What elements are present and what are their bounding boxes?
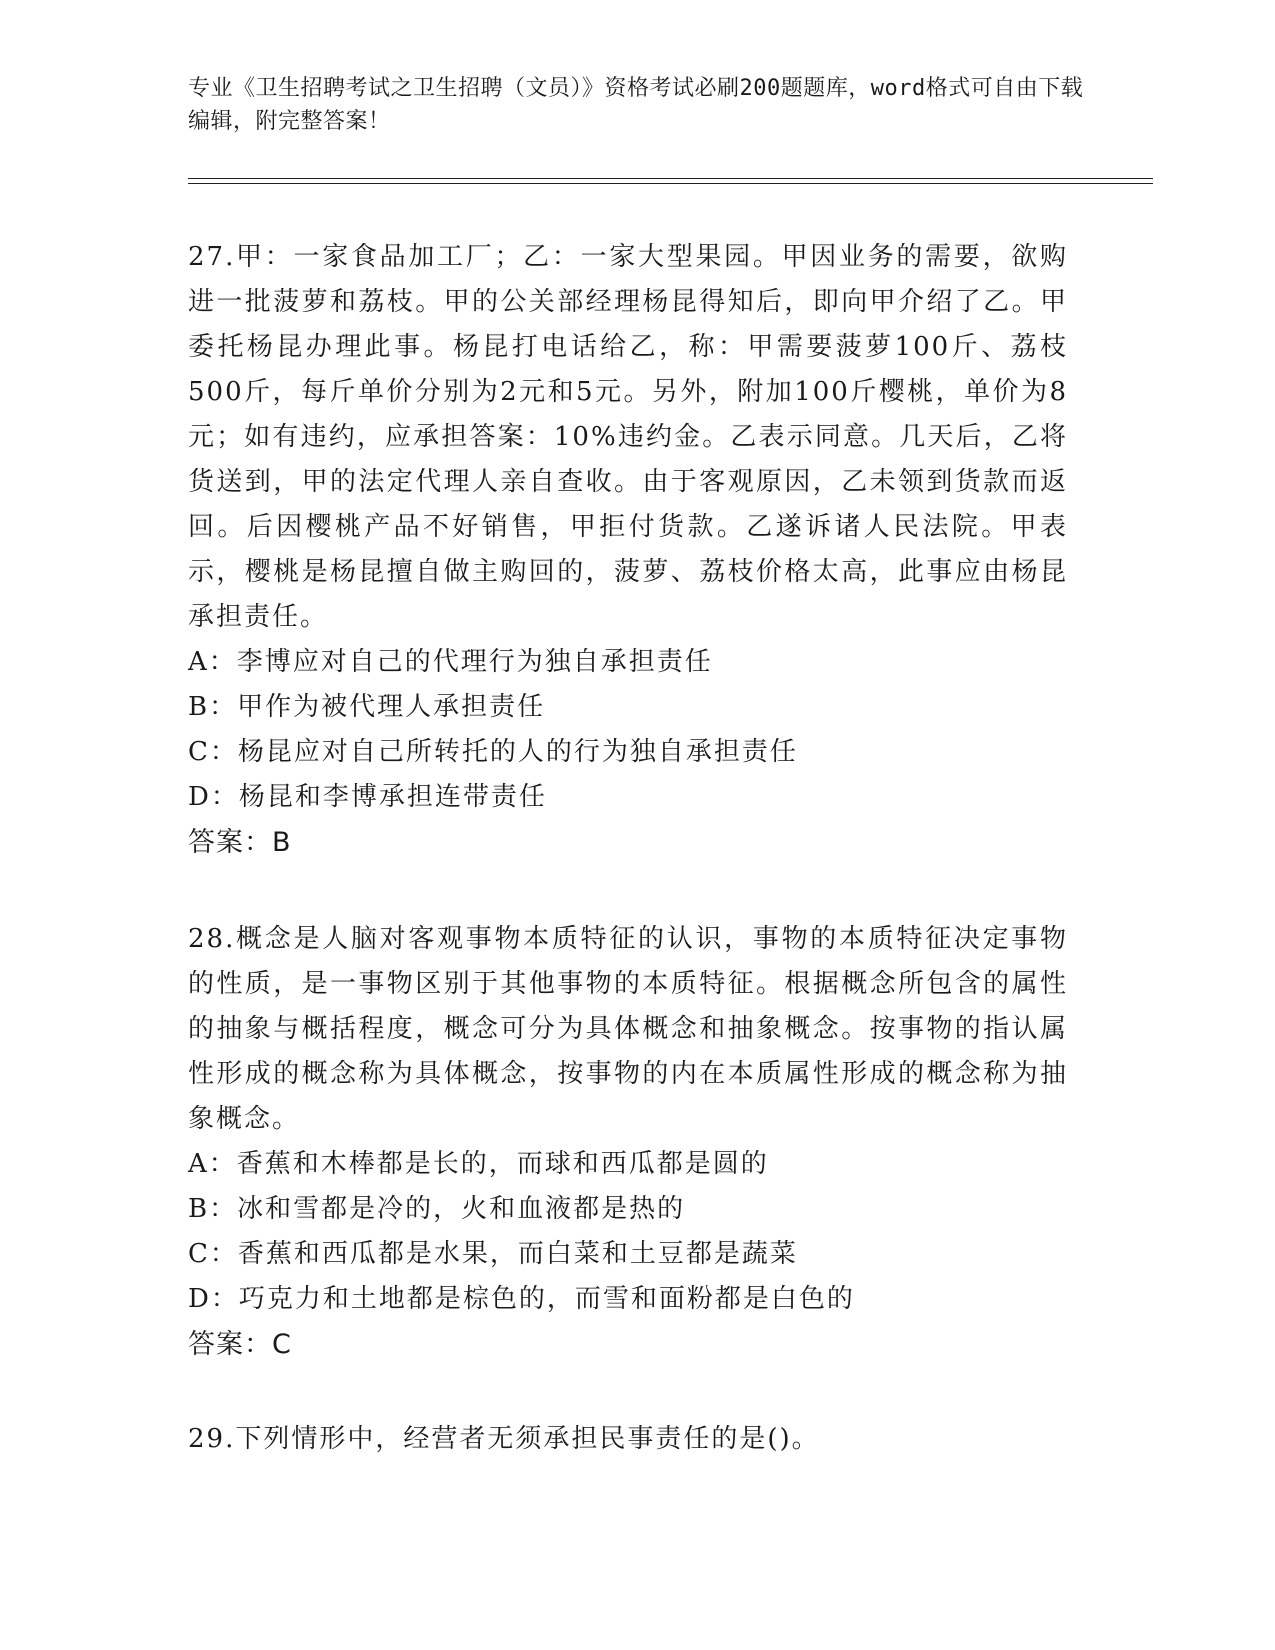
question-29 — [188, 1417, 1068, 1462]
option-a: A：香蕉和木棒都是长的，而球和西瓜都是圆的 — [188, 1149, 769, 1179]
option-d: D：杨昆和李博承担连带责任 — [188, 782, 547, 812]
answer-label: 答案：C — [188, 1329, 292, 1360]
option-d: D：巧克力和土地都是棕色的，而雪和面粉都是白色的 — [188, 1284, 855, 1314]
option-c: C：香蕉和西瓜都是水果，而白菜和土豆都是蔬菜 — [188, 1239, 798, 1269]
option-b: B：甲作为被代理人承担责任 — [188, 692, 546, 722]
header-divider-top — [188, 178, 1153, 179]
option-a: A：李博应对自己的代理行为独自承担责任 — [188, 647, 713, 677]
question-stem: 29.下列情形中，经营者无须承担民事责任的是()。 — [188, 1424, 820, 1454]
question-stem: 28.概念是人脑对客观事物本质特征的认识，事物的本质特征决定事物的性质，是一事物区别于其他事物的本质特征。根据概念所包含的属性的抽象与概括程度，概念可分为具体概念和抽象概念。按事物的指认属性形成的概念称为具体概念，按事物的内在本质属性形成的概念称为抽象概念。 — [188, 924, 1068, 1134]
option-c: C：杨昆应对自己所转托的人的行为独自承担责任 — [188, 737, 798, 767]
question-stem: 27.甲：一家食品加工厂；乙：一家大型果园。甲因业务的需要，欲购进一批菠萝和荔枝。甲的公关部经理杨昆得知后，即向甲介绍了乙。甲委托杨昆办理此事。杨昆打电话给乙，称：甲需要菠萝100斤、荔枝500斤，每斤单价分别为2元和5元。另外，附加100斤樱桃，单价为8元；如有违约，应承担答案：10%违约金。乙表示同意。几天后，乙将货送到，甲的法定代理人亲自查收。由于客观原因，乙未领到货款而返回。后因樱桃产品不好销售，甲拒付货款。乙遂诉诸人民法院。甲表示，樱桃是杨昆擅自做主购回的，菠萝、荔枝价格太高，此事应由杨昆承担责任。 — [188, 242, 1068, 632]
answer-label: 答案：B — [188, 827, 292, 858]
document-header: 专业《卫生招聘考试之卫生招聘（文员）》资格考试必刷200题题库，word格式可自由下载编辑，附完整答案！ — [188, 76, 1084, 134]
question-28 — [188, 917, 1068, 1367]
header-divider-bottom — [188, 183, 1153, 184]
option-b: B：冰和雪都是冷的，火和血液都是热的 — [188, 1194, 686, 1224]
question-27 — [188, 235, 1068, 865]
